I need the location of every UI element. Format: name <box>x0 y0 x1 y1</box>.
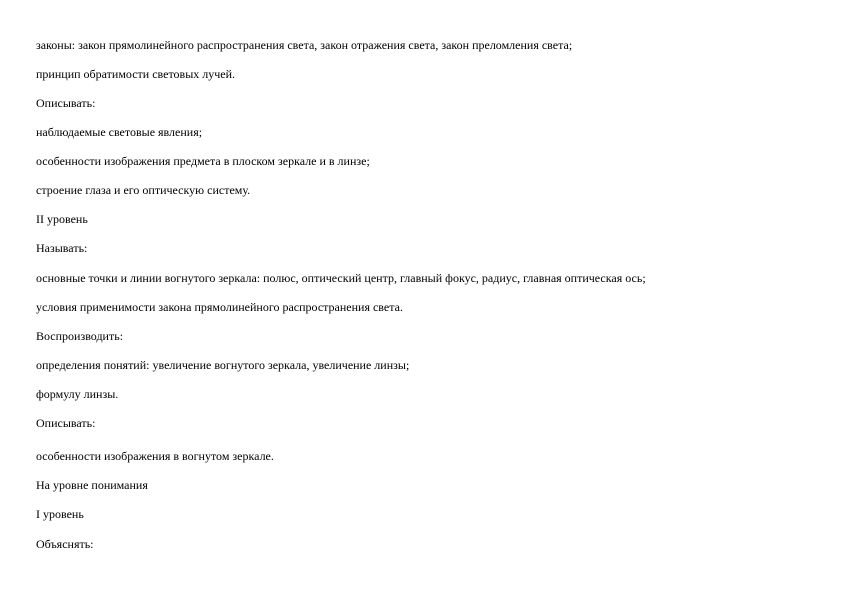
text-line-laws: законы: закон прямолинейного распространения света, закон отражения света, закон преломления света; <box>36 38 573 52</box>
level-heading-i: I уровень <box>36 507 84 521</box>
heading-reproduce: Воспроизводить: <box>36 329 124 343</box>
text-line-lens-formula: формулу линзы. <box>36 387 119 401</box>
text-line-concept-definitions: определения понятий: увеличение вогнутого зеркала, увеличение линзы; <box>36 358 410 372</box>
text-line-observed-phenomena: наблюдаемые световые явления; <box>36 125 203 139</box>
text-line-eye-structure: строение глаза и его оптическую систему. <box>36 183 251 197</box>
heading-explain: Объяснять: <box>36 537 94 551</box>
text-line-concave-mirror-image: особенности изображения в вогнутом зеркале. <box>36 449 274 463</box>
text-line-concave-mirror-points: основные точки и линии вогнутого зеркала: полюс, оптический центр, главный фокус, радиус, главная оптическая ось; <box>36 271 646 285</box>
heading-describe: Описывать: <box>36 96 96 110</box>
level-heading-ii: II уровень <box>36 212 88 226</box>
heading-describe-2: Описывать: <box>36 416 96 430</box>
text-line-applicability-conditions: условия применимости закона прямолинейного распространения света. <box>36 300 403 314</box>
text-line-image-features-mirror-lens: особенности изображения предмета в плоском зеркале и в линзе; <box>36 154 370 168</box>
text-line-reversibility-principle: принцип обратимости световых лучей. <box>36 67 236 81</box>
section-heading-understanding: На уровне понимания <box>36 478 148 492</box>
heading-name: Называть: <box>36 241 88 255</box>
